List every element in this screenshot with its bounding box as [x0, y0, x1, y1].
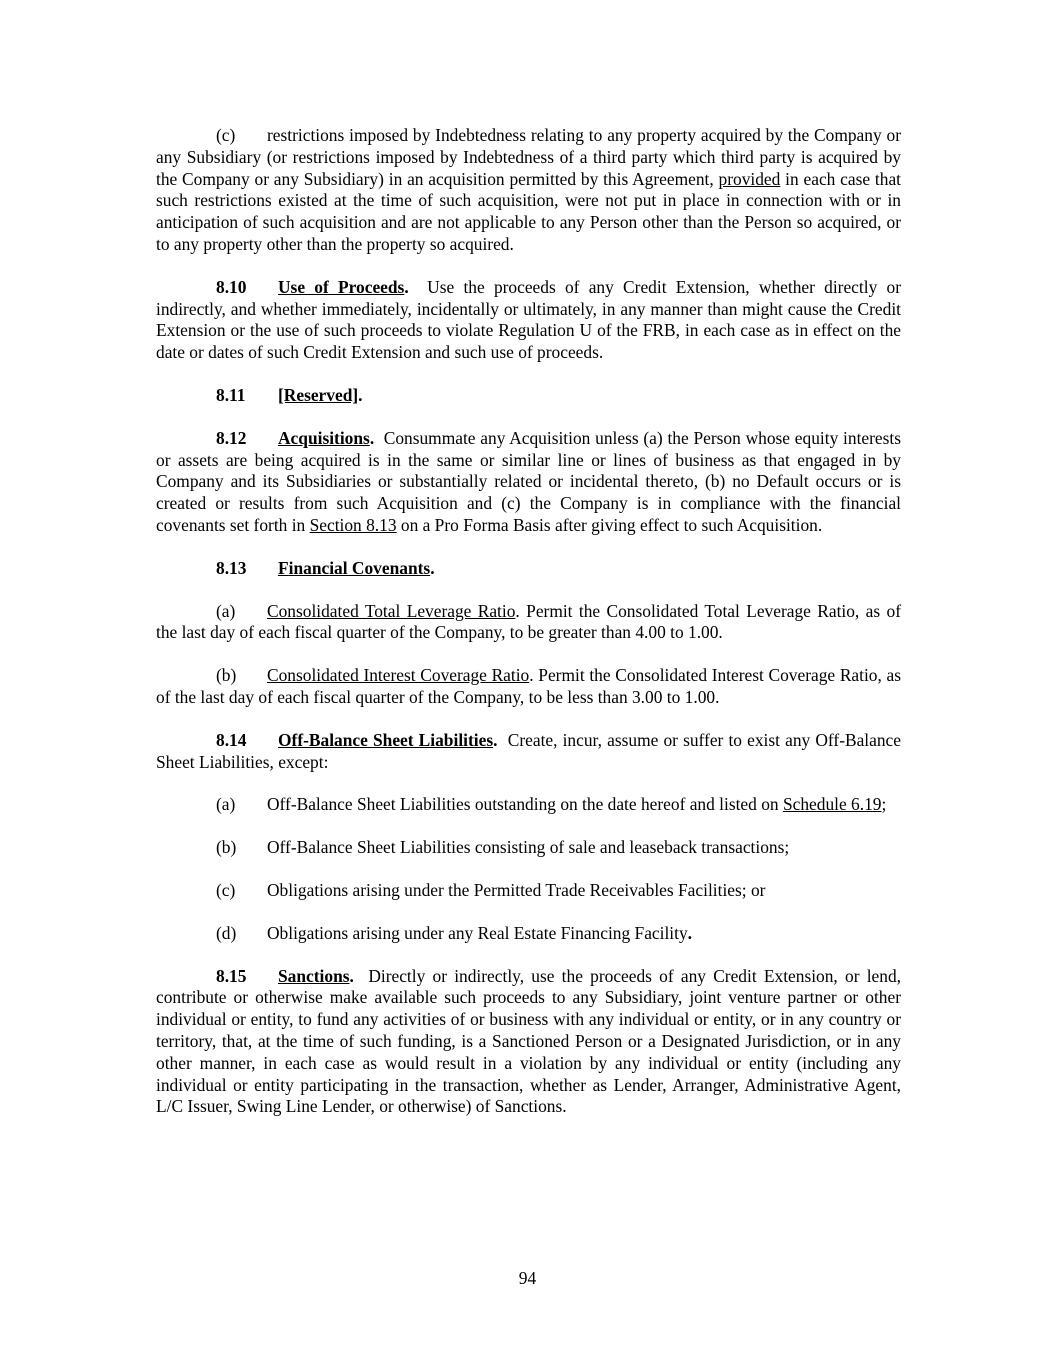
clause-text: Off-Balance Sheet Liabilities outstanding on the date hereof and listed on — [267, 794, 783, 815]
exception-d — [156, 923, 901, 945]
clause-text: Obligations arising under the Permitted Trade Receivables Facilities; or — [267, 879, 766, 900]
section-title: [Reserved] — [278, 384, 359, 405]
clause-label: (d) — [216, 922, 237, 943]
clause-label: (b) — [216, 837, 237, 858]
section-number: 8.12 — [216, 427, 247, 448]
covenant-b-interest-coverage — [156, 665, 901, 709]
section-8-10 — [156, 277, 901, 364]
clause-c-restrictions — [156, 125, 901, 256]
covenant-a-leverage-ratio — [156, 601, 901, 645]
section-number: 8.13 — [216, 557, 247, 578]
clause-end: ; — [881, 794, 887, 815]
section-title-period: . — [430, 557, 435, 578]
section-8-15 — [156, 966, 901, 1119]
section-8-13 — [156, 558, 901, 580]
clause-label: (a) — [216, 600, 236, 621]
section-title: Use of Proceeds — [278, 276, 405, 297]
section-reference: Section 8.13 — [309, 514, 397, 535]
exception-b — [156, 837, 901, 859]
section-title: Acquisitions — [278, 427, 370, 448]
clause-label: (b) — [216, 665, 237, 686]
section-title-period: . — [358, 384, 363, 405]
clause-text-continued: in each case that such restrictions existed at the time of such acquisition, were not put in place in connection with or in anticipation of such acquisition and are not applicable to any Person other than the Person so acquired, or to any property other than the property so acquired. — [156, 168, 901, 254]
clause-end: . — [687, 922, 693, 943]
section-body: Consummate any Acquisition unless (a) the Person whose equity interests or assets are being acquired is in the same or similar line or lines of business as that engaged in by Company and its Subsidiaries or substantially related or incidental thereto, (b) no Default occurs or is created or results from such Acquisition and (c) the Company is in compliance with the financial covenants set forth in — [156, 427, 902, 535]
section-title: Off-Balance Sheet Liabilities — [278, 729, 494, 750]
section-8-14 — [156, 730, 901, 774]
clause-label: (c) — [216, 125, 236, 145]
clause-text: restrictions imposed by Indebtedness relating to any property acquired by the Company or any Subsidiary (or restrictions imposed by Indebtedness of a third party which third party is acquired by the Company or any Subsidiary) in an acquisition permitted by this Agreement, — [156, 125, 901, 189]
section-title: Financial Covenants — [278, 557, 431, 578]
clause-text: . Permit the Consolidated Interest Coverage Ratio, as of the last day of each fiscal quarter of the Company, to be less than 3.00 to 1.00. — [156, 665, 902, 707]
exception-c — [156, 880, 901, 902]
document-page — [156, 125, 901, 1139]
exception-a — [156, 794, 901, 816]
clause-label: (c) — [216, 879, 236, 900]
clause-heading: Consolidated Interest Coverage Ratio — [267, 665, 530, 686]
section-8-12 — [156, 428, 901, 537]
provided-term: provided — [718, 168, 781, 189]
section-body: Use the proceeds of any Credit Extension, whether directly or indirectly, and whether immediately, incidentally or ultimately, in any manner than might cause the Credit Extension or the use of such proceeds to violate Regulation U of the FRB, in each case as in effect on the date or dates of such Credit Extension and such use of proceeds. — [156, 276, 901, 363]
section-number: 8.10 — [216, 276, 247, 297]
section-number: 8.11 — [216, 384, 246, 405]
section-title: Sanctions — [278, 965, 350, 986]
clause-heading: Consolidated Total Leverage Ratio — [267, 600, 516, 621]
page-number: 94 — [518, 1268, 537, 1288]
section-8-11 — [156, 385, 901, 407]
section-number: 8.15 — [216, 965, 247, 986]
section-body: Directly or indirectly, use the proceeds of any Credit Extension, or lend, contribute or otherwise make available such proceeds to any Subsidiary, joint venture partner or other individual or entity, to fund any activities of or business with any individual or entity, or in any country or territory, that, at the time of such funding, is a Sanctioned Person or a Designated Jurisdiction, or in any other manner, in each case as would result in a violation by any individual or entity (including any individual or entity participating in the transaction, whether as Lender, Arranger, Administrative Agent, L/C Issuer, Swing Line Lender, or otherwise) of Sanctions. — [156, 965, 901, 1117]
clause-text: Off-Balance Sheet Liabilities consisting of sale and leaseback transactions; — [267, 837, 790, 858]
section-number: 8.14 — [216, 729, 247, 750]
section-title-period: . — [493, 729, 498, 750]
section-body-continued: on a Pro Forma Basis after giving effect to such Acquisition. — [396, 514, 823, 535]
section-title-period: . — [349, 965, 354, 986]
schedule-reference: Schedule 6.19 — [782, 794, 882, 815]
section-body: Create, incur, assume or suffer to exist any Off-Balance Sheet Liabilities, except: — [156, 729, 901, 772]
clause-text: Obligations arising under any Real Estate Financing Facility — [267, 922, 688, 943]
section-title-period: . — [369, 427, 375, 448]
clause-text: . Permit the Consolidated Total Leverage Ratio, as of the last day of each fiscal quarter of the Company, to be greater than 4.00 to 1.00. — [156, 600, 901, 643]
clause-label: (a) — [216, 794, 236, 815]
section-title-period: . — [404, 276, 409, 297]
